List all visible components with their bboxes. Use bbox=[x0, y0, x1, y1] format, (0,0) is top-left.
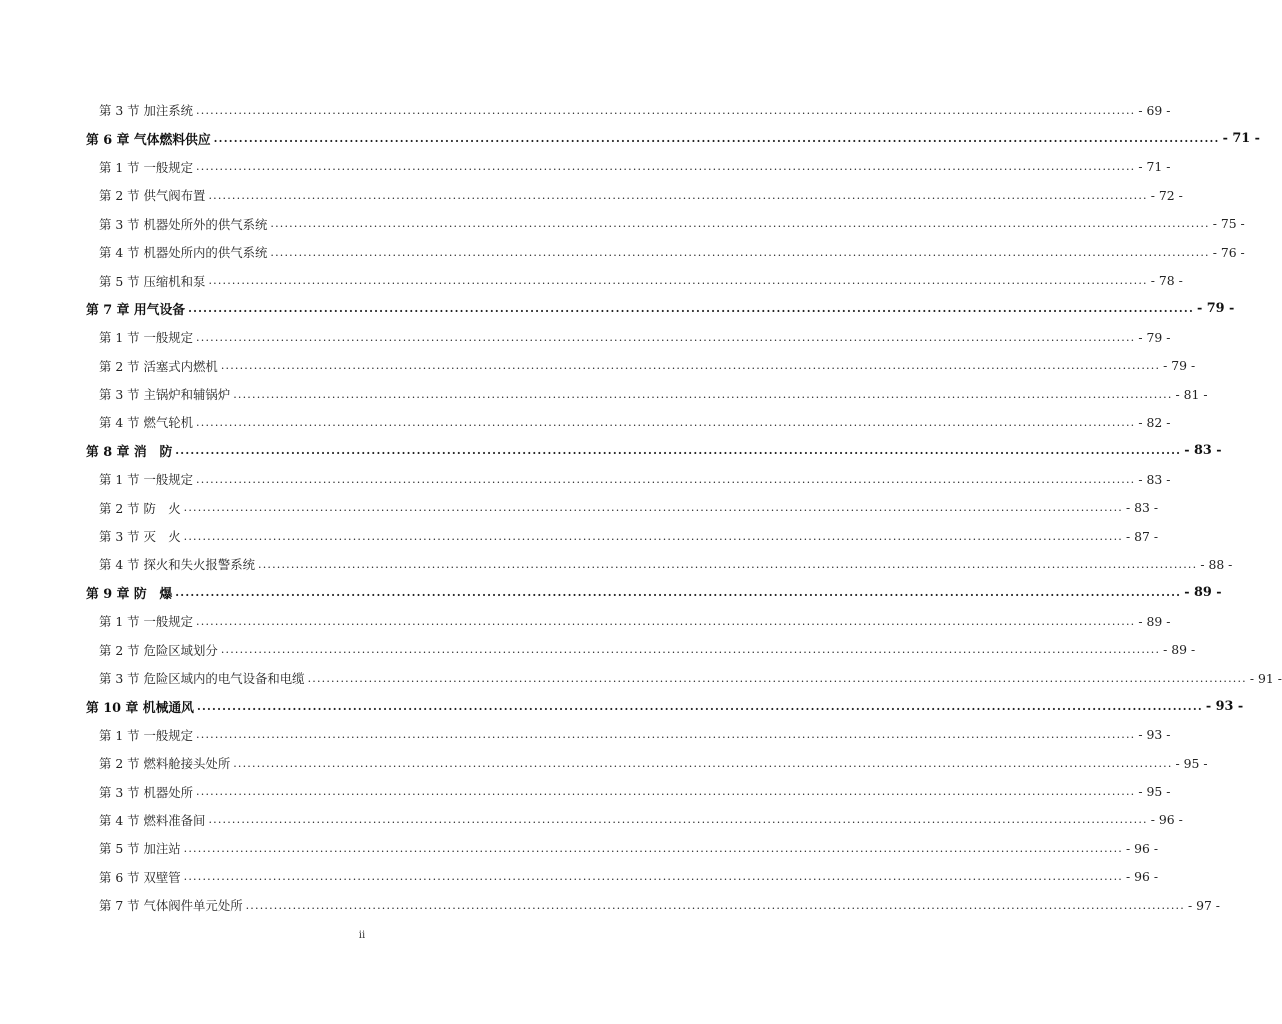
toc-section-entry[interactable] bbox=[86, 550, 1233, 578]
toc-entry-title: 第 2 节 燃料舱接头处所 bbox=[99, 756, 231, 772]
toc-chapter-entry[interactable] bbox=[86, 295, 1235, 323]
toc-entry-page: - 78 - bbox=[1150, 273, 1183, 289]
dot-leader: ........................................................................................................................................................................................................ bbox=[208, 274, 1148, 288]
dot-leader: ........................................................................................................................................................................................................ bbox=[220, 643, 1161, 657]
dot-leader: ........................................................................................................................................................................................................ bbox=[196, 785, 1136, 799]
toc-entry-page: - 93 - bbox=[1138, 727, 1171, 743]
toc-section-entry[interactable] bbox=[86, 777, 1171, 805]
toc-entry-title: 第 1 节 一般规定 bbox=[99, 727, 194, 743]
toc-entry-page: - 83 - bbox=[1184, 443, 1222, 459]
toc-entry-page: - 89 - bbox=[1163, 642, 1196, 658]
toc-section-entry[interactable] bbox=[86, 806, 1183, 834]
dot-leader: ........................................................................................................................................................................................................ bbox=[196, 160, 1136, 174]
toc-entry-title: 第 2 节 危险区域划分 bbox=[99, 642, 218, 658]
toc-entry-title: 第 4 节 机器处所内的供气系统 bbox=[99, 245, 268, 261]
toc-entry-page: - 71 - bbox=[1222, 131, 1260, 147]
toc-section-entry[interactable] bbox=[86, 408, 1171, 436]
toc-entry-title: 第 5 节 压缩机和泵 bbox=[99, 273, 206, 289]
dot-leader: ........................................................................................................................................................................................................ bbox=[196, 330, 1136, 344]
dot-leader: ........................................................................................................................................................................................................ bbox=[233, 756, 1173, 770]
toc-entry-title: 第 7 章 用气设备 bbox=[86, 303, 186, 319]
toc-entry-page: - 96 - bbox=[1125, 869, 1159, 885]
toc-entry-title: 第 10 章 机械通风 bbox=[86, 700, 194, 716]
toc-section-entry[interactable] bbox=[86, 749, 1208, 777]
toc-entry-title: 第 1 节 一般规定 bbox=[99, 472, 194, 488]
toc-entry-title: 第 4 节 燃料准备间 bbox=[99, 812, 206, 828]
toc-entry-title: 第 4 节 探火和失火报警系统 bbox=[99, 557, 255, 573]
toc-entry-title: 第 9 章 防 爆 bbox=[86, 587, 173, 603]
toc-entry-title: 第 4 节 燃气轮机 bbox=[99, 415, 194, 431]
dot-leader: ........................................................................................................................................................................................................ bbox=[270, 217, 1210, 231]
dot-leader: ........................................................................................................................................................................................................ bbox=[245, 898, 1185, 912]
toc-chapter-entry[interactable] bbox=[86, 124, 1260, 152]
dot-leader: ........................................................................................................................................................................................................ bbox=[183, 501, 1123, 515]
toc-section-entry[interactable] bbox=[86, 522, 1159, 550]
toc-section-entry[interactable] bbox=[86, 181, 1183, 209]
toc-entry-page: - 83 - bbox=[1125, 500, 1159, 516]
toc-entry-page: - 79 - bbox=[1196, 301, 1235, 317]
toc-entry-page: - 72 - bbox=[1150, 187, 1183, 203]
toc-section-entry[interactable] bbox=[86, 96, 1171, 124]
toc-entry-page: - 87 - bbox=[1125, 528, 1159, 544]
dot-leader: ........................................................................................................................................................................................................ bbox=[188, 302, 1194, 316]
toc-entry-title: 第 6 章 气体燃料供应 bbox=[86, 133, 211, 149]
dot-leader: ........................................................................................................................................................................................................ bbox=[307, 671, 1247, 685]
toc-entry-title: 第 3 节 灭 火 bbox=[99, 529, 181, 545]
toc-entry-page: - 71 - bbox=[1138, 159, 1171, 175]
toc-entry-page: - 89 - bbox=[1138, 613, 1171, 629]
dot-leader: ........................................................................................................................................................................................................ bbox=[233, 387, 1173, 401]
toc-entry-page: - 83 - bbox=[1138, 471, 1171, 487]
toc-entry-page: - 95 - bbox=[1175, 755, 1208, 771]
dot-leader: ........................................................................................................................................................................................................ bbox=[175, 444, 1182, 458]
toc-entry-page: - 96 - bbox=[1125, 840, 1159, 856]
toc-section-entry[interactable] bbox=[86, 664, 1282, 692]
toc-entry-title: 第 7 节 气体阀件单元处所 bbox=[99, 898, 243, 914]
toc-entry-page: - 81 - bbox=[1175, 386, 1208, 402]
dot-leader: ........................................................................................................................................................................................................ bbox=[183, 870, 1123, 884]
toc-section-entry[interactable] bbox=[86, 863, 1159, 891]
dot-leader: ........................................................................................................................................................................................................ bbox=[196, 699, 1203, 713]
toc-section-entry[interactable] bbox=[86, 607, 1171, 635]
toc-section-entry[interactable] bbox=[86, 721, 1171, 749]
toc-entry-title: 第 5 节 加注站 bbox=[99, 841, 181, 857]
dot-leader: ........................................................................................................................................................................................................ bbox=[196, 472, 1136, 486]
toc-entry-title: 第 2 节 防 火 bbox=[99, 500, 181, 516]
dot-leader: ........................................................................................................................................................................................................ bbox=[258, 557, 1198, 571]
toc-section-entry[interactable] bbox=[86, 153, 1171, 181]
dot-leader: ........................................................................................................................................................................................................ bbox=[208, 813, 1148, 827]
toc-entry-title: 第 3 节 危险区域内的电气设备和电缆 bbox=[99, 671, 305, 686]
dot-leader: ........................................................................................................................................................................................................ bbox=[183, 841, 1123, 855]
dot-leader: ........................................................................................................................................................................................................ bbox=[220, 359, 1161, 373]
toc-entry-title: 第 1 节 一般规定 bbox=[99, 614, 194, 630]
toc-section-entry[interactable] bbox=[86, 352, 1196, 380]
toc-entry-page: - 89 - bbox=[1184, 585, 1222, 601]
toc-entry-title: 第 3 节 机器处所 bbox=[99, 784, 194, 800]
toc-section-entry[interactable] bbox=[86, 238, 1245, 266]
toc-chapter-entry[interactable] bbox=[86, 437, 1222, 465]
dot-leader: ........................................................................................................................................................................................................ bbox=[196, 415, 1136, 429]
dot-leader: ........................................................................................................................................................................................................ bbox=[196, 103, 1136, 117]
toc-entry-title: 第 2 节 供气阀布置 bbox=[99, 188, 206, 204]
toc-section-entry[interactable] bbox=[86, 323, 1171, 351]
toc-entry-title: 第 2 节 活塞式内燃机 bbox=[99, 358, 218, 374]
dot-leader: ........................................................................................................................................................................................................ bbox=[196, 614, 1136, 628]
toc-entry-page: - 69 - bbox=[1138, 102, 1171, 118]
table-of-contents bbox=[86, 96, 1282, 919]
toc-section-entry[interactable] bbox=[86, 891, 1220, 919]
toc-entry-page: - 93 - bbox=[1205, 698, 1244, 714]
toc-entry-title: 第 3 节 加注系统 bbox=[99, 103, 194, 119]
toc-entry-page: - 97 - bbox=[1187, 897, 1220, 913]
dot-leader: ........................................................................................................................................................................................................ bbox=[183, 529, 1123, 543]
toc-entry-page: - 88 - bbox=[1200, 556, 1233, 572]
toc-entry-title: 第 1 节 一般规定 bbox=[99, 330, 194, 346]
toc-entry-title: 第 3 节 机器处所外的供气系统 bbox=[99, 216, 268, 232]
toc-section-entry[interactable] bbox=[86, 493, 1159, 521]
toc-section-entry[interactable] bbox=[86, 635, 1196, 663]
toc-entry-page: - 95 - bbox=[1138, 784, 1171, 800]
dot-leader: ........................................................................................................................................................................................................ bbox=[213, 132, 1220, 146]
toc-section-entry[interactable] bbox=[86, 465, 1171, 493]
dot-leader: ........................................................................................................................................................................................................ bbox=[175, 586, 1182, 600]
dot-leader: ........................................................................................................................................................................................................ bbox=[196, 728, 1136, 742]
dot-leader: ........................................................................................................................................................................................................ bbox=[208, 188, 1148, 202]
toc-entry-title: 第 6 节 双壁管 bbox=[99, 869, 181, 885]
page-number: ii bbox=[358, 930, 366, 941]
toc-entry-page: - 96 - bbox=[1150, 812, 1183, 828]
toc-entry-page: - 75 - bbox=[1212, 216, 1245, 232]
toc-chapter-entry[interactable] bbox=[86, 692, 1244, 720]
toc-section-entry[interactable] bbox=[86, 210, 1245, 238]
dot-leader: ........................................................................................................................................................................................................ bbox=[270, 245, 1210, 259]
toc-entry-page: - 91 - bbox=[1249, 670, 1282, 686]
toc-entry-page: - 76 - bbox=[1212, 244, 1245, 260]
toc-entry-title: 第 3 节 主锅炉和辅锅炉 bbox=[99, 387, 231, 403]
toc-section-entry[interactable] bbox=[86, 834, 1159, 862]
toc-chapter-entry[interactable] bbox=[86, 579, 1222, 607]
toc-entry-page: - 79 - bbox=[1163, 358, 1196, 374]
toc-section-entry[interactable] bbox=[86, 266, 1183, 294]
toc-entry-page: - 79 - bbox=[1138, 329, 1171, 345]
toc-entry-page: - 82 - bbox=[1138, 414, 1171, 430]
toc-entry-title: 第 8 章 消 防 bbox=[86, 445, 173, 461]
toc-section-entry[interactable] bbox=[86, 380, 1208, 408]
toc-entry-title: 第 1 节 一般规定 bbox=[99, 159, 194, 175]
